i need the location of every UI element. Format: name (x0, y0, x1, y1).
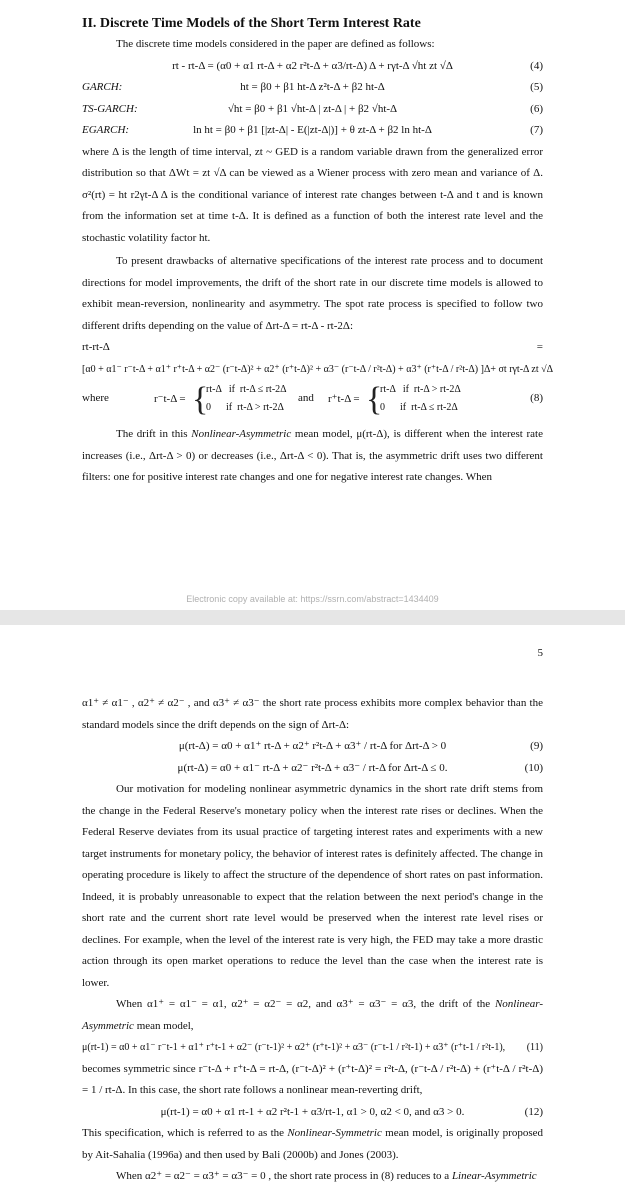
paragraph-when-equal (82, 994, 543, 1037)
equation-5-number: (5) (530, 81, 543, 93)
paragraph-linear-asymmetric (82, 1166, 543, 1188)
equation-9-expr: μ(rt-Δ) = α0 + α1⁺ rt-Δ + α2⁺ r²t-Δ + α3⁺ / rt-Δ for Δrt-Δ > 0 (178, 740, 447, 752)
model-name-emphasis: Nonlinear-Asymmetric (191, 428, 292, 440)
equation-10-number: (10) (524, 761, 543, 774)
text-run: The drift in this (116, 428, 192, 440)
paragraph-complex-behavior: α1⁺ ≠ α1⁻ , α2⁺ ≠ α2⁻ , and α3⁺ ≠ α3⁻ the short rate process exhibits more complex behavior than the standard models since the drift depends on the sign of Δrt-Δ: (82, 697, 543, 731)
equation-12-number: (12) (524, 1105, 543, 1118)
equation-7-number: (7) (530, 124, 543, 136)
page-gap (0, 610, 625, 625)
equation-12 (82, 1102, 543, 1124)
r-plus-definition: r⁺t-Δ = (328, 393, 360, 405)
equation-10 (82, 758, 543, 780)
text-run: When α1⁺ = α1⁻ = α1, α2⁺ = α2⁻ = α2, and α3⁺ = α3⁻ = α3, the drift of the (116, 998, 495, 1010)
text-run: When α2⁺ = α2⁻ = α3⁺ = α3⁻ = 0 , the short rate process in (8) reduces to a (116, 1170, 452, 1182)
equation-4-expr: rt - rt-Δ = (α0 + α1 rt-Δ + α2 r²t-Δ + α3/rt-Δ) Δ + rγt-Δ √ht zt √Δ (172, 59, 453, 72)
r-plus-case-1: rt-Δ if rt-Δ > rt-2Δ (380, 384, 461, 395)
text-run: mean model, (133, 1019, 194, 1032)
paragraph-specification (82, 1123, 543, 1166)
equation-6 (82, 99, 543, 121)
paragraph-nonlinear-asymmetric (82, 424, 543, 489)
model-name-emphasis: Nonlinear-Symmetric (287, 1127, 382, 1139)
equation-8-rhs-row (82, 359, 554, 381)
text-run: This specification, which is referred to as the (82, 1127, 288, 1139)
equation-7-label: EGARCH: (82, 124, 130, 136)
equation-11-expr: μ(rt-1) = α0 + α1⁻ r⁻t-1 + α1⁺ r⁺t-1 + α2⁻ (r⁻t-1)² + α2⁺ (r⁺t-1)² + α3⁻ (r⁻t-1 / r²t-1) + α3⁺ (r⁺t-1 / r²t-1), (82, 1042, 506, 1053)
equation-12-expr: μ(rt-1) = α0 + α1 rt-1 + α2 r²t-1 + α3/rt-1, α1 > 0, α2 < 0, and α3 > 0. (160, 1105, 465, 1118)
page-number: 5 (537, 647, 543, 659)
equation-8-number: (8) (530, 392, 543, 404)
text-run: mean model, is originally proposed by Ait-Sahalia (1996a) and then used by Bali (2000b) and Jones (2003). (82, 1127, 543, 1161)
left-brace-icon: { (366, 381, 383, 418)
paragraph-where-delta: where Δ is the length of time interval, zt ~ GED is a random variable drawn from the generalized error distribution so that ΔWt = zt √Δ can be viewed as a Wiener process with zero mean and variance of Δ. σ²(rt) = ht r2γt-Δ Δ is the conditional variance of interest rate changes between t-Δ and t and is known from the information set at time t-Δ. It is defined as a function of both the interest rate level and the stochastic volatility factor ht. (82, 145, 543, 244)
equation-7 (82, 120, 543, 142)
equation-9-number: (9) (530, 740, 543, 752)
model-name-emphasis: Linear-Asymmetric (451, 1170, 537, 1182)
paragraph-motivation: Our motivation for modeling nonlinear asymmetric dynamics in the short rate drift stems from the change in the Federal Reserve's monetary policy when the interest rate rises or declines. When the Federal Reserve deviates from its usual practice of targeting interest rates and experiments with a new target instruments for monetary policy, the behavior of interest rates is definitely affected. The change in operating procedure is likely to affect the structure of the dependence of short rates on past information. Indeed, it is probably unreasonable to expect that the relation between the next period's change in the short rate and the current short rate level would be preserved when the interest rate level rises or declines. For example, when the level of the interest rate is very high, the FED may take a more drastic action through its open market operations to reduce the level than the case when the interest rate is lower. (82, 783, 543, 989)
equation-5-label: GARCH: (82, 81, 123, 93)
paragraph-drawbacks: To present drawbacks of alternative specifications of the interest rate process and to document directions for model improvements, the drift of the short rate in our discrete time models is allowed to exhibit mean-reversion, nonlinearity and asymmetry. The spot rate process is specified to follow two different drifts depending on the value of Δrt-Δ = rt-Δ - rt-2Δ: (82, 255, 543, 332)
r-minus-case-2: 0 if rt-Δ > rt-2Δ (206, 402, 284, 413)
equation-6-expr: √ht = β0 + β1 √ht-Δ | zt-Δ | + β2 √ht-Δ (227, 102, 398, 115)
paper-page-2 (0, 625, 625, 1200)
paragraph-symmetric: becomes symmetric since r⁻t-Δ + r⁺t-Δ = rt-Δ, (r⁻t-Δ)² + (r⁺t-Δ)² = r²t-Δ, (r⁻t-Δ / r²t-Δ) + (r⁺t-Δ / r²t-Δ) = 1 / rt-Δ. In this case, the short rate follows a nonlinear mean-reverting drift, (82, 1062, 543, 1096)
equation-8-lhs: rt-rt-Δ (82, 341, 110, 353)
equation-4 (82, 56, 543, 78)
left-brace-icon: { (192, 381, 209, 418)
equation-4-number: (4) (530, 59, 543, 72)
equation-8-definitions (82, 380, 543, 424)
section-heading: II. Discrete Time Models of the Short Term Interest Rate (82, 16, 421, 31)
equation-5-expr: ht = β0 + β1 ht-Δ z²t-Δ + β2 ht-Δ (240, 81, 385, 93)
equation-6-number: (6) (530, 102, 543, 115)
r-plus-case-2: 0 if rt-Δ ≤ rt-2Δ (380, 402, 458, 413)
model-name-emphasis: Nonlinear-Asymmetric (82, 998, 543, 1032)
equation-9 (82, 736, 543, 758)
where-label: where (82, 392, 109, 404)
equation-11 (82, 1037, 543, 1059)
equation-11-number: (11) (526, 1042, 543, 1053)
equation-10-expr: μ(rt-Δ) = α0 + α1⁻ rt-Δ + α2⁻ r²t-Δ + α3⁻ / rt-Δ for Δrt-Δ ≤ 0. (177, 761, 448, 774)
equation-8-rhs: [α0 + α1⁻ r⁻t-Δ + α1⁺ r⁺t-Δ + α2⁻ (r⁻t-Δ)² + α2⁺ (r⁺t-Δ)² + α3⁻ (r⁻t-Δ / r²t-Δ) + α3⁺ (r⁺t-Δ / r²t-Δ) ]Δ+ σt rγt-Δ zt √Δ (82, 363, 554, 375)
equation-6-label: TS-GARCH: (82, 102, 138, 115)
r-minus-case-1: rt-Δ if rt-Δ ≤ rt-2Δ (206, 384, 287, 395)
text-run: mean model, μ(rt-Δ), is different when the interest rate increases (i.e., Δrt-Δ > 0) or decreases (i.e., Δrt-Δ < 0). That is, the asymmetric drift uses two different filters: one for positive interest rate changes and one for negative interest rate changes. When (82, 428, 543, 483)
r-minus-definition: r⁻t-Δ = (154, 393, 186, 405)
equation-7-expr: ln ht = β0 + β1 [|zt-Δ| - E(|zt-Δ|)] + θ zt-Δ + β2 ln ht-Δ (193, 124, 432, 136)
equation-5 (82, 77, 543, 99)
intro-paragraph: The discrete time models considered in the paper are defined as follows: (116, 38, 435, 50)
equation-8-lhs-row (82, 337, 543, 359)
equation-8-equals: = (536, 341, 543, 353)
and-label: and (298, 392, 314, 404)
ssrn-footer[interactable]: Electronic copy available at: https://ssrn.com/abstract=1434409 (186, 594, 439, 604)
